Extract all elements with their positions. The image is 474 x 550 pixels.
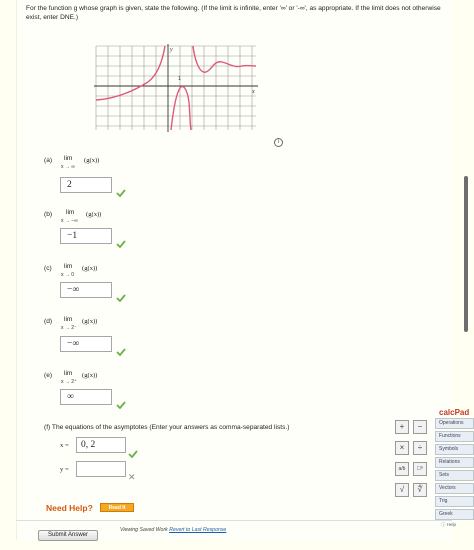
y-asymptote-incorrect-x-icon: ✕: [128, 472, 136, 482]
part-b-lim: lim: [66, 209, 75, 216]
scrollbar-thumb[interactable]: [464, 176, 468, 332]
x-axis-label: x: [252, 89, 255, 95]
read-it-button[interactable]: Read It: [100, 503, 134, 512]
calcpad-divide-button[interactable]: ÷: [413, 441, 427, 455]
calcpad-tab-relations[interactable]: Relations: [435, 457, 474, 468]
calcpad-panel: [389, 402, 474, 532]
part-a-lim: lim: [64, 155, 73, 162]
part-f-label: (f) The equations of the asymptotes (Enter your answers as comma-separated lists.): [44, 424, 290, 431]
calcpad-sqrt-button[interactable]: √: [395, 483, 409, 497]
calcpad-button-grid: [395, 420, 437, 500]
submit-answer-button[interactable]: Submit Answer: [38, 530, 98, 541]
part-c-expression: (g(x)): [82, 265, 98, 272]
part-d-label: (d): [44, 318, 53, 325]
part-e-correct-check-icon: [116, 401, 126, 409]
left-rail: [0, 0, 14, 550]
part-c-label: (c): [44, 265, 52, 272]
curve-middle-branch: [171, 87, 191, 130]
calcpad-tab-symbols[interactable]: Symbols: [435, 444, 474, 455]
part-b-answer-input[interactable]: −1: [60, 228, 112, 244]
calcpad-tabs: [435, 418, 474, 522]
part-c-lim: lim: [64, 263, 73, 270]
part-e-expression: (g(x)): [82, 372, 98, 379]
part-d-correct-check-icon: [116, 348, 126, 356]
calcpad-times-button[interactable]: ×: [395, 441, 409, 455]
calcpad-help-label: Help: [446, 522, 457, 527]
revert-link[interactable]: Revert to Last Response: [169, 527, 227, 533]
calcpad-plus-button[interactable]: +: [395, 420, 409, 434]
calcpad-tab-functions[interactable]: Functions: [435, 431, 474, 442]
curve-right-branch: [193, 46, 256, 72]
part-d-lim: lim: [64, 316, 73, 323]
part-a-limit-subscript: x → ∞: [61, 164, 75, 170]
x-asymptote-correct-check-icon: [128, 450, 138, 458]
calcpad-title: calcPad: [439, 408, 470, 417]
calcpad-power-button[interactable]: □ⁿ: [413, 462, 427, 476]
calcpad-fraction-button[interactable]: a/b: [395, 462, 409, 476]
part-e-limit-subscript: x → 2⁺: [61, 379, 77, 385]
part-e-answer-input[interactable]: ∞: [60, 389, 112, 405]
y-equals-label: y =: [60, 466, 69, 473]
x-asymptote-input[interactable]: 0, 2: [76, 437, 126, 453]
graph-axes: [94, 44, 258, 132]
part-b-correct-check-icon: [116, 240, 126, 248]
question-prompt: For the function g whose graph is given, state the following. (If the limit is infinite, enter '∞' or '-∞', as appropriate. If the limit does not otherwise exist, enter DNE.): [26, 5, 441, 21]
saved-work-text: [120, 527, 226, 533]
calcpad-tab-operations[interactable]: Operations: [435, 418, 474, 429]
part-e-lim: lim: [64, 370, 73, 377]
calcpad-tab-trig[interactable]: Trig: [435, 496, 474, 507]
part-d-expression: (g(x)): [82, 318, 98, 325]
part-b-limit-subscript: x → −∞: [61, 218, 78, 224]
tick-label: 1: [178, 76, 182, 82]
calcpad-nth-root-button[interactable]: ∜: [413, 483, 427, 497]
calcpad-minus-button[interactable]: −: [413, 420, 427, 434]
saved-work-label: Viewing Saved Work: [120, 527, 170, 533]
part-b-label: (b): [44, 211, 53, 218]
part-b-expression: (g(x)): [86, 211, 102, 218]
calcpad-tab-vectors[interactable]: Vectors: [435, 483, 474, 494]
y-axis-label: y: [170, 47, 173, 53]
part-c-limit-subscript: x → 0: [61, 272, 75, 278]
part-a-answer-input[interactable]: 2: [60, 177, 112, 193]
part-d-answer-input[interactable]: −∞: [60, 336, 112, 352]
calcpad-tab-sets[interactable]: Sets: [435, 470, 474, 481]
part-a-expression: (g(x)): [84, 157, 100, 164]
part-a-correct-check-icon: [116, 189, 126, 197]
calcpad-tab-greek[interactable]: Greek: [435, 509, 474, 520]
part-e-label: (e): [44, 372, 53, 379]
part-d-limit-subscript: x → 2⁻: [61, 325, 77, 331]
function-graph: [92, 42, 262, 134]
part-c-answer-input[interactable]: −∞: [60, 282, 112, 298]
part-c-correct-check-icon: [116, 294, 126, 302]
info-icon[interactable]: i: [274, 138, 283, 147]
need-help-label: Need Help?: [46, 503, 93, 513]
graph-grid: [96, 46, 256, 130]
y-asymptote-input[interactable]: [76, 461, 126, 477]
curve-left-branch: [96, 46, 165, 100]
calcpad-help-link[interactable]: ⓘ Help: [441, 522, 457, 527]
x-equals-label: x =: [60, 442, 69, 449]
part-a-label: (a): [44, 157, 53, 164]
